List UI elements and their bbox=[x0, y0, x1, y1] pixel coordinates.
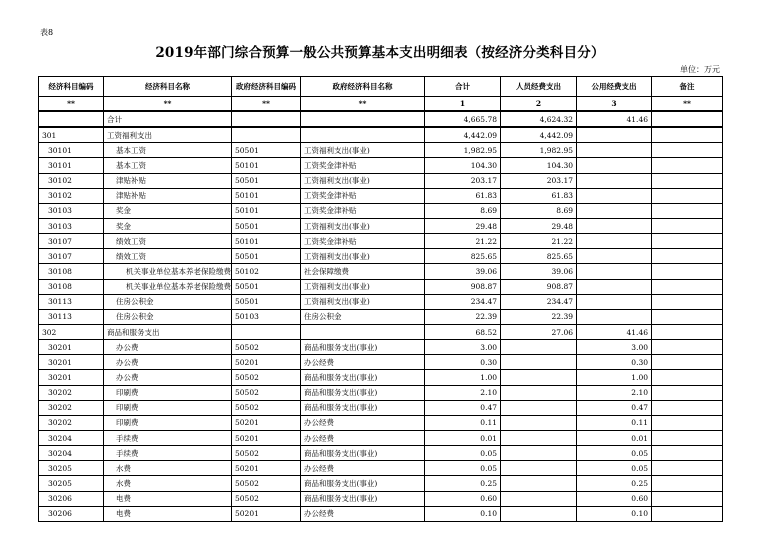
subheader-cell: ** bbox=[232, 97, 301, 112]
total-cell: 908.87 bbox=[425, 279, 501, 294]
personnel-cell bbox=[501, 491, 577, 506]
personnel-cell: 203.17 bbox=[501, 173, 577, 188]
subheader-cell: 2 bbox=[501, 97, 577, 112]
remark-cell bbox=[652, 143, 723, 158]
econ-name-cell: 电费 bbox=[104, 491, 232, 506]
table-row bbox=[39, 385, 723, 400]
econ-name-cell: 奖金 bbox=[104, 203, 232, 218]
total-cell: 0.05 bbox=[425, 446, 501, 461]
remark-cell bbox=[652, 446, 723, 461]
econ-code-cell: 30113 bbox=[39, 309, 104, 324]
public-cell bbox=[577, 173, 652, 188]
personnel-cell bbox=[501, 340, 577, 355]
remark-cell bbox=[652, 294, 723, 309]
gov-code-cell: 50102 bbox=[232, 264, 301, 279]
public-cell: 0.05 bbox=[577, 461, 652, 476]
gov-name-cell: 工资福利支出(事业) bbox=[301, 218, 425, 233]
gov-code-cell: 50101 bbox=[232, 188, 301, 203]
total-cell: 0.11 bbox=[425, 415, 501, 430]
econ-name-cell: 印刷费 bbox=[104, 385, 232, 400]
public-cell: 0.05 bbox=[577, 446, 652, 461]
personnel-cell: 825.65 bbox=[501, 249, 577, 264]
gov-name-cell: 工资福利支出(事业) bbox=[301, 143, 425, 158]
econ-name-cell: 住房公积金 bbox=[104, 294, 232, 309]
econ-name-cell: 机关事业单位基本养老保险缴费 bbox=[104, 279, 232, 294]
gov-name-cell: 办公经费 bbox=[301, 355, 425, 370]
public-cell bbox=[577, 203, 652, 218]
table-row bbox=[39, 476, 723, 491]
public-cell bbox=[577, 264, 652, 279]
table-row bbox=[39, 506, 723, 521]
remark-cell bbox=[652, 111, 723, 127]
remark-cell bbox=[652, 324, 723, 339]
expenditure-table bbox=[38, 76, 723, 522]
table-row bbox=[39, 491, 723, 506]
econ-code-cell: 30108 bbox=[39, 279, 104, 294]
public-cell: 0.11 bbox=[577, 415, 652, 430]
table-row bbox=[39, 400, 723, 415]
table-row bbox=[39, 234, 723, 249]
public-cell: 0.01 bbox=[577, 430, 652, 445]
public-cell bbox=[577, 127, 652, 143]
econ-code-cell: 30107 bbox=[39, 234, 104, 249]
total-cell: 1,982.95 bbox=[425, 143, 501, 158]
econ-name-cell: 手续费 bbox=[104, 430, 232, 445]
personnel-cell: 22.39 bbox=[501, 309, 577, 324]
gov-code-cell: 50201 bbox=[232, 506, 301, 521]
gov-code-cell: 50502 bbox=[232, 385, 301, 400]
econ-code-cell: 30202 bbox=[39, 400, 104, 415]
econ-name-cell: 水费 bbox=[104, 476, 232, 491]
econ-code-cell: 30101 bbox=[39, 143, 104, 158]
econ-code-cell: 30113 bbox=[39, 294, 104, 309]
gov-code-cell: 50501 bbox=[232, 218, 301, 233]
table-row bbox=[39, 415, 723, 430]
gov-name-cell: 工资奖金津补贴 bbox=[301, 188, 425, 203]
public-cell bbox=[577, 249, 652, 264]
gov-name-cell: 工资福利支出(事业) bbox=[301, 279, 425, 294]
total-cell: 0.01 bbox=[425, 430, 501, 445]
econ-name-cell: 印刷费 bbox=[104, 400, 232, 415]
public-cell: 1.00 bbox=[577, 370, 652, 385]
subheader-cell: ** bbox=[301, 97, 425, 112]
gov-name-cell: 社会保障缴费 bbox=[301, 264, 425, 279]
econ-name-cell: 津贴补贴 bbox=[104, 173, 232, 188]
gov-code-cell: 50101 bbox=[232, 203, 301, 218]
gov-name-cell: 商品和服务支出(事业) bbox=[301, 476, 425, 491]
table-row bbox=[39, 370, 723, 385]
page-title: 2019年部门综合预算一般公共预算基本支出明细表（按经济分类科目分） bbox=[155, 45, 605, 61]
gov-name-cell: 住房公积金 bbox=[301, 309, 425, 324]
remark-cell bbox=[652, 279, 723, 294]
header-gov-name: 政府经济科目名称 bbox=[301, 77, 425, 97]
public-cell bbox=[577, 188, 652, 203]
econ-name-cell: 奖金 bbox=[104, 218, 232, 233]
table-row bbox=[39, 309, 723, 324]
table-row bbox=[39, 127, 723, 143]
remark-cell bbox=[652, 264, 723, 279]
header-personnel: 人员经费支出 bbox=[501, 77, 577, 97]
table-row bbox=[39, 461, 723, 476]
gov-name-cell bbox=[301, 324, 425, 339]
personnel-cell: 27.06 bbox=[501, 324, 577, 339]
gov-code-cell: 50502 bbox=[232, 340, 301, 355]
public-cell bbox=[577, 279, 652, 294]
public-cell: 2.10 bbox=[577, 385, 652, 400]
public-cell bbox=[577, 294, 652, 309]
econ-name-cell: 手续费 bbox=[104, 446, 232, 461]
total-cell: 234.47 bbox=[425, 294, 501, 309]
gov-code-cell bbox=[232, 127, 301, 143]
subheader-row bbox=[39, 97, 723, 112]
remark-cell bbox=[652, 249, 723, 264]
econ-name-cell: 水费 bbox=[104, 461, 232, 476]
econ-code-cell: 30101 bbox=[39, 158, 104, 173]
gov-name-cell: 办公经费 bbox=[301, 506, 425, 521]
header-econ-name: 经济科目名称 bbox=[104, 77, 232, 97]
remark-cell bbox=[652, 173, 723, 188]
table-row bbox=[39, 158, 723, 173]
table-row bbox=[39, 143, 723, 158]
econ-code-cell: 30102 bbox=[39, 173, 104, 188]
table-row bbox=[39, 324, 723, 339]
gov-name-cell: 办公经费 bbox=[301, 430, 425, 445]
econ-name-cell: 津贴补贴 bbox=[104, 188, 232, 203]
table-row bbox=[39, 355, 723, 370]
table-row bbox=[39, 111, 723, 127]
public-cell: 41.46 bbox=[577, 324, 652, 339]
econ-code-cell: 30201 bbox=[39, 340, 104, 355]
total-cell: 29.48 bbox=[425, 218, 501, 233]
econ-name-cell: 电费 bbox=[104, 506, 232, 521]
total-cell: 0.25 bbox=[425, 476, 501, 491]
remark-cell bbox=[652, 430, 723, 445]
gov-code-cell: 50501 bbox=[232, 249, 301, 264]
personnel-cell: 39.06 bbox=[501, 264, 577, 279]
remark-cell bbox=[652, 400, 723, 415]
total-cell: 22.39 bbox=[425, 309, 501, 324]
total-cell: 0.10 bbox=[425, 506, 501, 521]
subheader-cell: 3 bbox=[577, 97, 652, 112]
remark-cell bbox=[652, 370, 723, 385]
public-cell bbox=[577, 309, 652, 324]
public-cell bbox=[577, 143, 652, 158]
total-cell: 203.17 bbox=[425, 173, 501, 188]
table-row bbox=[39, 264, 723, 279]
econ-code-cell: 30204 bbox=[39, 446, 104, 461]
table-row bbox=[39, 294, 723, 309]
econ-name-cell: 绩效工资 bbox=[104, 249, 232, 264]
econ-code-cell: 30202 bbox=[39, 415, 104, 430]
econ-code-cell: 302 bbox=[39, 324, 104, 339]
econ-code-cell: 30103 bbox=[39, 218, 104, 233]
gov-code-cell bbox=[232, 324, 301, 339]
gov-code-cell: 50501 bbox=[232, 143, 301, 158]
remark-cell bbox=[652, 340, 723, 355]
econ-name-cell: 商品和服务支出 bbox=[104, 324, 232, 339]
econ-code-cell: 30205 bbox=[39, 461, 104, 476]
remark-cell bbox=[652, 203, 723, 218]
public-cell: 0.30 bbox=[577, 355, 652, 370]
table-row bbox=[39, 203, 723, 218]
table-row bbox=[39, 249, 723, 264]
total-cell: 1.00 bbox=[425, 370, 501, 385]
econ-code-cell: 30108 bbox=[39, 264, 104, 279]
personnel-cell: 104.30 bbox=[501, 158, 577, 173]
gov-code-cell: 50201 bbox=[232, 461, 301, 476]
econ-code-cell bbox=[39, 111, 104, 127]
remark-cell bbox=[652, 385, 723, 400]
econ-name-cell: 住房公积金 bbox=[104, 309, 232, 324]
remark-cell bbox=[652, 506, 723, 521]
document-tag: 表8 bbox=[40, 28, 54, 37]
personnel-cell: 234.47 bbox=[501, 294, 577, 309]
gov-name-cell: 工资福利支出(事业) bbox=[301, 173, 425, 188]
econ-name-cell: 办公费 bbox=[104, 370, 232, 385]
gov-code-cell: 50501 bbox=[232, 279, 301, 294]
total-cell: 4,665.78 bbox=[425, 111, 501, 127]
econ-name-cell: 办公费 bbox=[104, 340, 232, 355]
subheader-cell: ** bbox=[39, 97, 104, 112]
total-cell: 8.69 bbox=[425, 203, 501, 218]
econ-code-cell: 30206 bbox=[39, 506, 104, 521]
personnel-cell bbox=[501, 476, 577, 491]
econ-name-cell: 基本工资 bbox=[104, 158, 232, 173]
personnel-cell bbox=[501, 415, 577, 430]
table-row bbox=[39, 340, 723, 355]
econ-name-cell: 绩效工资 bbox=[104, 234, 232, 249]
remark-cell bbox=[652, 218, 723, 233]
personnel-cell: 908.87 bbox=[501, 279, 577, 294]
total-cell: 0.47 bbox=[425, 400, 501, 415]
gov-name-cell: 商品和服务支出(事业) bbox=[301, 446, 425, 461]
gov-code-cell: 50502 bbox=[232, 370, 301, 385]
gov-code-cell: 50501 bbox=[232, 173, 301, 188]
econ-name-cell: 合计 bbox=[104, 111, 232, 127]
remark-cell bbox=[652, 355, 723, 370]
gov-name-cell: 商品和服务支出(事业) bbox=[301, 385, 425, 400]
econ-code-cell: 30206 bbox=[39, 491, 104, 506]
gov-code-cell: 50101 bbox=[232, 234, 301, 249]
header-total: 合计 bbox=[425, 77, 501, 97]
econ-code-cell: 30202 bbox=[39, 385, 104, 400]
header-row bbox=[39, 77, 723, 97]
econ-name-cell: 机关事业单位基本养老保险缴费 bbox=[104, 264, 232, 279]
total-cell: 2.10 bbox=[425, 385, 501, 400]
remark-cell bbox=[652, 415, 723, 430]
header-econ-code: 经济科目编码 bbox=[39, 77, 104, 97]
public-cell: 0.25 bbox=[577, 476, 652, 491]
econ-name-cell: 印刷费 bbox=[104, 415, 232, 430]
total-cell: 0.05 bbox=[425, 461, 501, 476]
econ-code-cell: 30204 bbox=[39, 430, 104, 445]
public-cell bbox=[577, 234, 652, 249]
remark-cell bbox=[652, 234, 723, 249]
gov-code-cell: 50103 bbox=[232, 309, 301, 324]
gov-code-cell: 50101 bbox=[232, 158, 301, 173]
header-remark: 备注 bbox=[652, 77, 723, 97]
gov-name-cell: 工资奖金津补贴 bbox=[301, 203, 425, 218]
table-body bbox=[39, 111, 723, 521]
gov-code-cell bbox=[232, 111, 301, 127]
gov-name-cell: 商品和服务支出(事业) bbox=[301, 491, 425, 506]
gov-code-cell: 50502 bbox=[232, 446, 301, 461]
remark-cell bbox=[652, 127, 723, 143]
header-gov-code: 政府经济科目编码 bbox=[232, 77, 301, 97]
econ-code-cell: 30107 bbox=[39, 249, 104, 264]
total-cell: 0.60 bbox=[425, 491, 501, 506]
econ-code-cell: 30205 bbox=[39, 476, 104, 491]
total-cell: 21.22 bbox=[425, 234, 501, 249]
gov-name-cell: 办公经费 bbox=[301, 461, 425, 476]
personnel-cell: 61.83 bbox=[501, 188, 577, 203]
unit-label: 单位：万元 bbox=[680, 65, 720, 74]
public-cell: 0.47 bbox=[577, 400, 652, 415]
total-cell: 3.00 bbox=[425, 340, 501, 355]
public-cell: 0.10 bbox=[577, 506, 652, 521]
personnel-cell: 1,982.95 bbox=[501, 143, 577, 158]
personnel-cell bbox=[501, 370, 577, 385]
remark-cell bbox=[652, 188, 723, 203]
remark-cell bbox=[652, 158, 723, 173]
gov-code-cell: 50502 bbox=[232, 491, 301, 506]
public-cell bbox=[577, 158, 652, 173]
remark-cell bbox=[652, 491, 723, 506]
econ-code-cell: 301 bbox=[39, 127, 104, 143]
econ-code-cell: 30103 bbox=[39, 203, 104, 218]
econ-code-cell: 30201 bbox=[39, 355, 104, 370]
gov-code-cell: 50501 bbox=[232, 294, 301, 309]
public-cell: 41.46 bbox=[577, 111, 652, 127]
total-cell: 104.30 bbox=[425, 158, 501, 173]
personnel-cell bbox=[501, 355, 577, 370]
gov-code-cell: 50502 bbox=[232, 400, 301, 415]
table-row bbox=[39, 173, 723, 188]
remark-cell bbox=[652, 309, 723, 324]
gov-name-cell: 工资奖金津补贴 bbox=[301, 158, 425, 173]
table-row bbox=[39, 218, 723, 233]
gov-name-cell: 商品和服务支出(事业) bbox=[301, 340, 425, 355]
table-row bbox=[39, 279, 723, 294]
econ-code-cell: 30102 bbox=[39, 188, 104, 203]
table-row bbox=[39, 446, 723, 461]
personnel-cell bbox=[501, 461, 577, 476]
personnel-cell bbox=[501, 506, 577, 521]
personnel-cell bbox=[501, 446, 577, 461]
total-cell: 39.06 bbox=[425, 264, 501, 279]
personnel-cell bbox=[501, 430, 577, 445]
public-cell bbox=[577, 218, 652, 233]
total-cell: 0.30 bbox=[425, 355, 501, 370]
subheader-cell: ** bbox=[104, 97, 232, 112]
remark-cell bbox=[652, 461, 723, 476]
total-cell: 61.83 bbox=[425, 188, 501, 203]
econ-name-cell: 工资福利支出 bbox=[104, 127, 232, 143]
personnel-cell: 4,442.09 bbox=[501, 127, 577, 143]
gov-code-cell: 50201 bbox=[232, 355, 301, 370]
econ-name-cell: 基本工资 bbox=[104, 143, 232, 158]
econ-name-cell: 办公费 bbox=[104, 355, 232, 370]
personnel-cell: 4,624.32 bbox=[501, 111, 577, 127]
total-cell: 68.52 bbox=[425, 324, 501, 339]
personnel-cell bbox=[501, 385, 577, 400]
personnel-cell bbox=[501, 400, 577, 415]
subheader-cell: 1 bbox=[425, 97, 501, 112]
remark-cell bbox=[652, 476, 723, 491]
gov-name-cell bbox=[301, 111, 425, 127]
public-cell: 3.00 bbox=[577, 340, 652, 355]
table-row bbox=[39, 188, 723, 203]
gov-name-cell: 工资福利支出(事业) bbox=[301, 249, 425, 264]
table-row bbox=[39, 430, 723, 445]
subheader-cell: ** bbox=[652, 97, 723, 112]
gov-code-cell: 50201 bbox=[232, 430, 301, 445]
gov-name-cell bbox=[301, 127, 425, 143]
econ-code-cell: 30201 bbox=[39, 370, 104, 385]
personnel-cell: 8.69 bbox=[501, 203, 577, 218]
personnel-cell: 29.48 bbox=[501, 218, 577, 233]
gov-name-cell: 工资奖金津补贴 bbox=[301, 234, 425, 249]
header-public: 公用经费支出 bbox=[577, 77, 652, 97]
gov-name-cell: 商品和服务支出(事业) bbox=[301, 370, 425, 385]
personnel-cell: 21.22 bbox=[501, 234, 577, 249]
total-cell: 825.65 bbox=[425, 249, 501, 264]
gov-name-cell: 商品和服务支出(事业) bbox=[301, 400, 425, 415]
gov-code-cell: 50201 bbox=[232, 415, 301, 430]
gov-name-cell: 办公经费 bbox=[301, 415, 425, 430]
public-cell: 0.60 bbox=[577, 491, 652, 506]
total-cell: 4,442.09 bbox=[425, 127, 501, 143]
gov-code-cell: 50502 bbox=[232, 476, 301, 491]
gov-name-cell: 工资福利支出(事业) bbox=[301, 294, 425, 309]
